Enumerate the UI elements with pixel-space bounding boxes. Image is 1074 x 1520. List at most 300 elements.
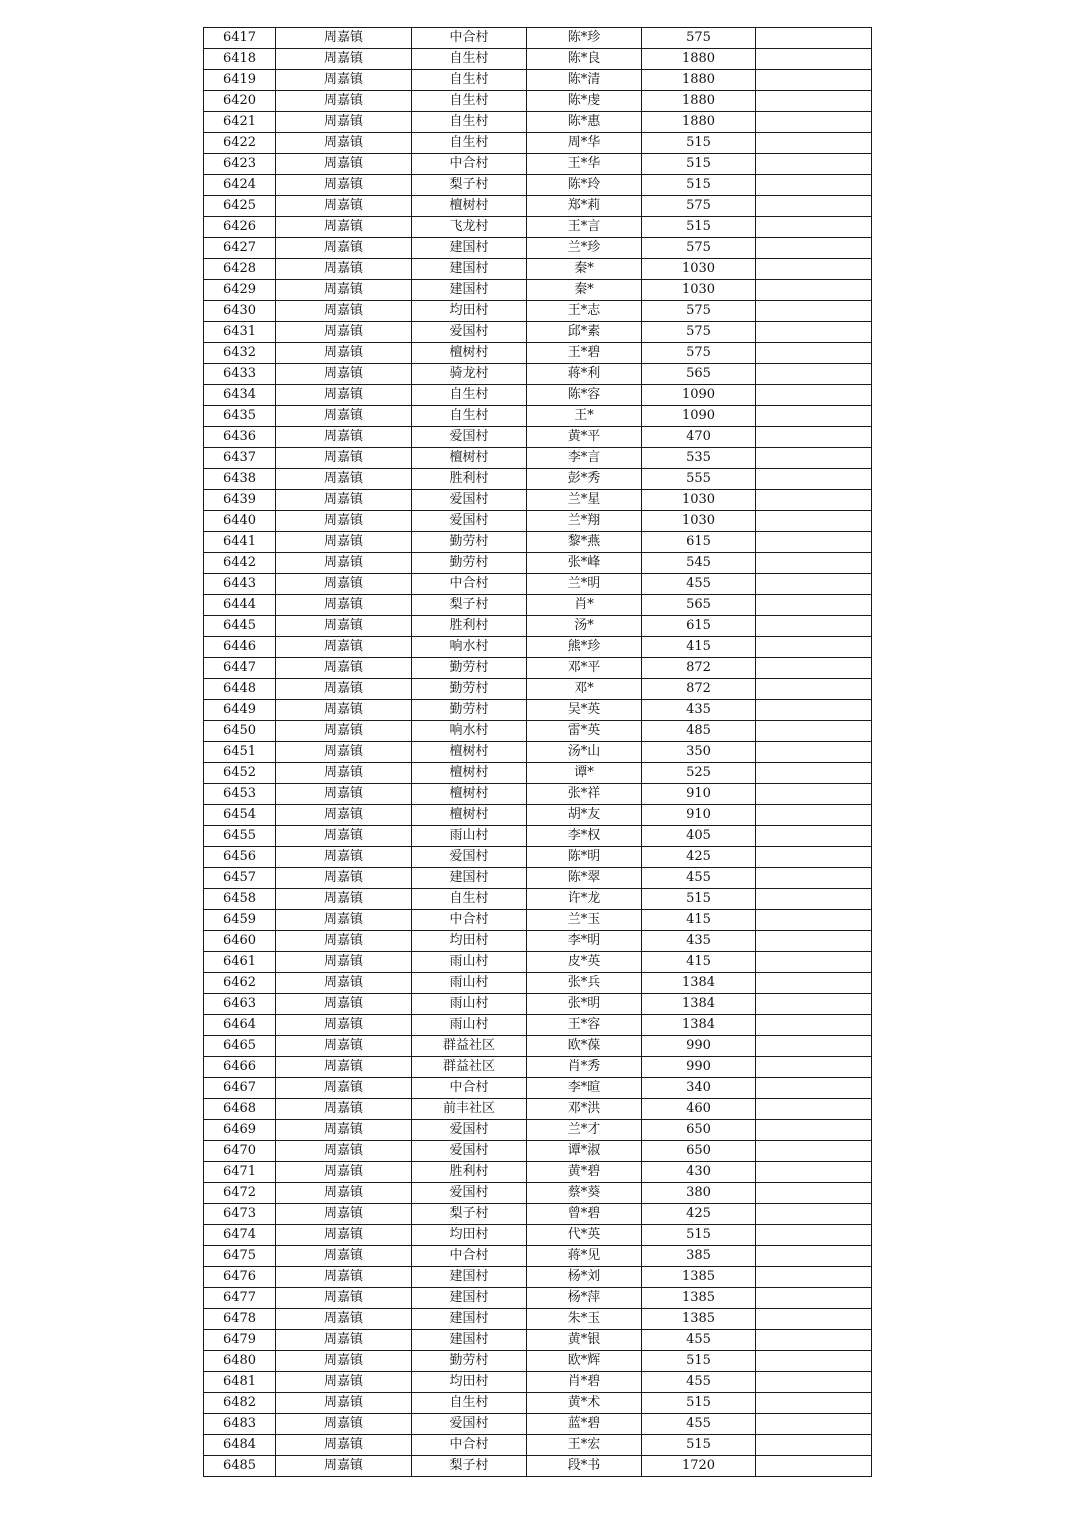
village-cell: 自生村 bbox=[412, 889, 527, 910]
note-cell bbox=[756, 1204, 872, 1225]
note-cell bbox=[756, 427, 872, 448]
town-cell: 周嘉镇 bbox=[276, 910, 412, 931]
row-number-cell: 6479 bbox=[204, 1330, 276, 1351]
village-cell: 爱国村 bbox=[412, 511, 527, 532]
note-cell bbox=[756, 1057, 872, 1078]
note-cell bbox=[756, 910, 872, 931]
name-cell: 杨*萍 bbox=[527, 1288, 642, 1309]
town-cell: 周嘉镇 bbox=[276, 868, 412, 889]
table-row bbox=[204, 1456, 872, 1477]
note-cell bbox=[756, 1141, 872, 1162]
row-number-cell: 6471 bbox=[204, 1162, 276, 1183]
note-cell bbox=[756, 1414, 872, 1435]
note-cell bbox=[756, 406, 872, 427]
row-number-cell: 6469 bbox=[204, 1120, 276, 1141]
amount-cell: 1030 bbox=[642, 280, 756, 301]
row-number-cell: 6437 bbox=[204, 448, 276, 469]
village-cell: 自生村 bbox=[412, 133, 527, 154]
note-cell bbox=[756, 196, 872, 217]
village-cell: 自生村 bbox=[412, 112, 527, 133]
table-row bbox=[204, 847, 872, 868]
row-number-cell: 6454 bbox=[204, 805, 276, 826]
amount-cell: 872 bbox=[642, 679, 756, 700]
name-cell: 王*言 bbox=[527, 217, 642, 238]
name-cell: 王*华 bbox=[527, 154, 642, 175]
table-row bbox=[204, 1015, 872, 1036]
name-cell: 熊*珍 bbox=[527, 637, 642, 658]
village-cell: 均田村 bbox=[412, 1372, 527, 1393]
note-cell bbox=[756, 1309, 872, 1330]
row-number-cell: 6452 bbox=[204, 763, 276, 784]
town-cell: 周嘉镇 bbox=[276, 1330, 412, 1351]
note-cell bbox=[756, 112, 872, 133]
village-cell: 中合村 bbox=[412, 910, 527, 931]
name-cell: 陈*惠 bbox=[527, 112, 642, 133]
town-cell: 周嘉镇 bbox=[276, 490, 412, 511]
name-cell: 邓* bbox=[527, 679, 642, 700]
table-row bbox=[204, 448, 872, 469]
note-cell bbox=[756, 175, 872, 196]
name-cell: 郑*莉 bbox=[527, 196, 642, 217]
town-cell: 周嘉镇 bbox=[276, 1288, 412, 1309]
town-cell: 周嘉镇 bbox=[276, 175, 412, 196]
town-cell: 周嘉镇 bbox=[276, 1456, 412, 1477]
table-row bbox=[204, 490, 872, 511]
name-cell: 邱*素 bbox=[527, 322, 642, 343]
name-cell: 陈*翠 bbox=[527, 868, 642, 889]
town-cell: 周嘉镇 bbox=[276, 364, 412, 385]
note-cell bbox=[756, 1036, 872, 1057]
town-cell: 周嘉镇 bbox=[276, 553, 412, 574]
table-row bbox=[204, 1141, 872, 1162]
amount-cell: 990 bbox=[642, 1057, 756, 1078]
village-cell: 中合村 bbox=[412, 1435, 527, 1456]
row-number-cell: 6445 bbox=[204, 616, 276, 637]
amount-cell: 525 bbox=[642, 763, 756, 784]
name-cell: 兰*玉 bbox=[527, 910, 642, 931]
town-cell: 周嘉镇 bbox=[276, 154, 412, 175]
name-cell: 皮*英 bbox=[527, 952, 642, 973]
town-cell: 周嘉镇 bbox=[276, 91, 412, 112]
table-row bbox=[204, 469, 872, 490]
name-cell: 段*书 bbox=[527, 1456, 642, 1477]
amount-cell: 515 bbox=[642, 1393, 756, 1414]
note-cell bbox=[756, 700, 872, 721]
name-cell: 张*兵 bbox=[527, 973, 642, 994]
town-cell: 周嘉镇 bbox=[276, 595, 412, 616]
amount-cell: 435 bbox=[642, 931, 756, 952]
amount-cell: 1030 bbox=[642, 490, 756, 511]
row-number-cell: 6463 bbox=[204, 994, 276, 1015]
name-cell: 陈*明 bbox=[527, 847, 642, 868]
table-row bbox=[204, 1036, 872, 1057]
table-row bbox=[204, 1225, 872, 1246]
town-cell: 周嘉镇 bbox=[276, 805, 412, 826]
note-cell bbox=[756, 679, 872, 700]
table-row bbox=[204, 364, 872, 385]
note-cell bbox=[756, 784, 872, 805]
note-cell bbox=[756, 280, 872, 301]
amount-cell: 1384 bbox=[642, 973, 756, 994]
table-row bbox=[204, 238, 872, 259]
table-row bbox=[204, 1351, 872, 1372]
note-cell bbox=[756, 889, 872, 910]
town-cell: 周嘉镇 bbox=[276, 742, 412, 763]
village-cell: 群益社区 bbox=[412, 1036, 527, 1057]
amount-cell: 1090 bbox=[642, 385, 756, 406]
town-cell: 周嘉镇 bbox=[276, 637, 412, 658]
name-cell: 李*权 bbox=[527, 826, 642, 847]
row-number-cell: 6453 bbox=[204, 784, 276, 805]
amount-cell: 455 bbox=[642, 1414, 756, 1435]
note-cell bbox=[756, 490, 872, 511]
town-cell: 周嘉镇 bbox=[276, 70, 412, 91]
note-cell bbox=[756, 364, 872, 385]
town-cell: 周嘉镇 bbox=[276, 1120, 412, 1141]
village-cell: 中合村 bbox=[412, 28, 527, 49]
row-number-cell: 6425 bbox=[204, 196, 276, 217]
amount-cell: 575 bbox=[642, 301, 756, 322]
row-number-cell: 6444 bbox=[204, 595, 276, 616]
row-number-cell: 6462 bbox=[204, 973, 276, 994]
town-cell: 周嘉镇 bbox=[276, 301, 412, 322]
name-cell: 汤*山 bbox=[527, 742, 642, 763]
note-cell bbox=[756, 952, 872, 973]
row-number-cell: 6455 bbox=[204, 826, 276, 847]
amount-cell: 575 bbox=[642, 28, 756, 49]
row-number-cell: 6436 bbox=[204, 427, 276, 448]
row-number-cell: 6472 bbox=[204, 1183, 276, 1204]
amount-cell: 455 bbox=[642, 868, 756, 889]
note-cell bbox=[756, 1120, 872, 1141]
note-cell bbox=[756, 868, 872, 889]
name-cell: 邓*平 bbox=[527, 658, 642, 679]
note-cell bbox=[756, 322, 872, 343]
town-cell: 周嘉镇 bbox=[276, 196, 412, 217]
town-cell: 周嘉镇 bbox=[276, 826, 412, 847]
name-cell: 杨*刘 bbox=[527, 1267, 642, 1288]
table-row bbox=[204, 889, 872, 910]
note-cell bbox=[756, 742, 872, 763]
row-number-cell: 6451 bbox=[204, 742, 276, 763]
row-number-cell: 6475 bbox=[204, 1246, 276, 1267]
note-cell bbox=[756, 91, 872, 112]
village-cell: 爱国村 bbox=[412, 1141, 527, 1162]
amount-cell: 425 bbox=[642, 847, 756, 868]
table-row bbox=[204, 1267, 872, 1288]
town-cell: 周嘉镇 bbox=[276, 1099, 412, 1120]
town-cell: 周嘉镇 bbox=[276, 679, 412, 700]
name-cell: 黄*平 bbox=[527, 427, 642, 448]
village-cell: 响水村 bbox=[412, 637, 527, 658]
name-cell: 许*龙 bbox=[527, 889, 642, 910]
village-cell: 檀树村 bbox=[412, 343, 527, 364]
table-row bbox=[204, 637, 872, 658]
row-number-cell: 6476 bbox=[204, 1267, 276, 1288]
town-cell: 周嘉镇 bbox=[276, 1225, 412, 1246]
note-cell bbox=[756, 1456, 872, 1477]
row-number-cell: 6430 bbox=[204, 301, 276, 322]
note-cell bbox=[756, 616, 872, 637]
note-cell bbox=[756, 1078, 872, 1099]
town-cell: 周嘉镇 bbox=[276, 49, 412, 70]
name-cell: 肖*碧 bbox=[527, 1372, 642, 1393]
town-cell: 周嘉镇 bbox=[276, 931, 412, 952]
village-cell: 建国村 bbox=[412, 238, 527, 259]
amount-cell: 1880 bbox=[642, 91, 756, 112]
name-cell: 黄*碧 bbox=[527, 1162, 642, 1183]
town-cell: 周嘉镇 bbox=[276, 994, 412, 1015]
table-row bbox=[204, 1162, 872, 1183]
row-number-cell: 6485 bbox=[204, 1456, 276, 1477]
table-row bbox=[204, 910, 872, 931]
row-number-cell: 6422 bbox=[204, 133, 276, 154]
row-number-cell: 6461 bbox=[204, 952, 276, 973]
note-cell bbox=[756, 1246, 872, 1267]
amount-cell: 515 bbox=[642, 133, 756, 154]
village-cell: 雨山村 bbox=[412, 826, 527, 847]
row-number-cell: 6446 bbox=[204, 637, 276, 658]
amount-cell: 425 bbox=[642, 1204, 756, 1225]
town-cell: 周嘉镇 bbox=[276, 1015, 412, 1036]
table-row bbox=[204, 301, 872, 322]
amount-cell: 990 bbox=[642, 1036, 756, 1057]
town-cell: 周嘉镇 bbox=[276, 574, 412, 595]
note-cell bbox=[756, 1267, 872, 1288]
village-cell: 自生村 bbox=[412, 1393, 527, 1414]
row-number-cell: 6423 bbox=[204, 154, 276, 175]
name-cell: 兰*才 bbox=[527, 1120, 642, 1141]
town-cell: 周嘉镇 bbox=[276, 406, 412, 427]
amount-cell: 545 bbox=[642, 553, 756, 574]
table-row bbox=[204, 616, 872, 637]
village-cell: 建国村 bbox=[412, 1267, 527, 1288]
name-cell: 雷*英 bbox=[527, 721, 642, 742]
village-cell: 爱国村 bbox=[412, 1120, 527, 1141]
table-row bbox=[204, 406, 872, 427]
note-cell bbox=[756, 553, 872, 574]
amount-cell: 1880 bbox=[642, 112, 756, 133]
village-cell: 建国村 bbox=[412, 1330, 527, 1351]
row-number-cell: 6441 bbox=[204, 532, 276, 553]
name-cell: 王*容 bbox=[527, 1015, 642, 1036]
amount-cell: 615 bbox=[642, 532, 756, 553]
amount-cell: 1880 bbox=[642, 49, 756, 70]
note-cell bbox=[756, 511, 872, 532]
note-cell bbox=[756, 154, 872, 175]
village-cell: 爱国村 bbox=[412, 847, 527, 868]
village-cell: 檀树村 bbox=[412, 805, 527, 826]
row-number-cell: 6470 bbox=[204, 1141, 276, 1162]
town-cell: 周嘉镇 bbox=[276, 952, 412, 973]
table-row bbox=[204, 1372, 872, 1393]
row-number-cell: 6482 bbox=[204, 1393, 276, 1414]
row-number-cell: 6427 bbox=[204, 238, 276, 259]
amount-cell: 615 bbox=[642, 616, 756, 637]
table-row bbox=[204, 427, 872, 448]
note-cell bbox=[756, 1225, 872, 1246]
town-cell: 周嘉镇 bbox=[276, 1204, 412, 1225]
row-number-cell: 6419 bbox=[204, 70, 276, 91]
note-cell bbox=[756, 847, 872, 868]
amount-cell: 415 bbox=[642, 637, 756, 658]
amount-cell: 1030 bbox=[642, 511, 756, 532]
row-number-cell: 6450 bbox=[204, 721, 276, 742]
village-cell: 自生村 bbox=[412, 406, 527, 427]
village-cell: 勤劳村 bbox=[412, 553, 527, 574]
village-cell: 中合村 bbox=[412, 1078, 527, 1099]
note-cell bbox=[756, 595, 872, 616]
village-cell: 雨山村 bbox=[412, 973, 527, 994]
amount-cell: 515 bbox=[642, 889, 756, 910]
amount-cell: 910 bbox=[642, 784, 756, 805]
table-row bbox=[204, 1183, 872, 1204]
table-row bbox=[204, 1099, 872, 1120]
town-cell: 周嘉镇 bbox=[276, 1036, 412, 1057]
amount-cell: 575 bbox=[642, 343, 756, 364]
name-cell: 王*碧 bbox=[527, 343, 642, 364]
village-cell: 飞龙村 bbox=[412, 217, 527, 238]
village-cell: 勤劳村 bbox=[412, 679, 527, 700]
town-cell: 周嘉镇 bbox=[276, 847, 412, 868]
town-cell: 周嘉镇 bbox=[276, 721, 412, 742]
row-number-cell: 6473 bbox=[204, 1204, 276, 1225]
town-cell: 周嘉镇 bbox=[276, 1414, 412, 1435]
town-cell: 周嘉镇 bbox=[276, 1351, 412, 1372]
name-cell: 朱*玉 bbox=[527, 1309, 642, 1330]
table-row bbox=[204, 763, 872, 784]
note-cell bbox=[756, 1183, 872, 1204]
village-cell: 檀树村 bbox=[412, 784, 527, 805]
amount-cell: 910 bbox=[642, 805, 756, 826]
amount-cell: 350 bbox=[642, 742, 756, 763]
table-row bbox=[204, 1309, 872, 1330]
row-number-cell: 6467 bbox=[204, 1078, 276, 1099]
note-cell bbox=[756, 343, 872, 364]
village-cell: 建国村 bbox=[412, 1309, 527, 1330]
town-cell: 周嘉镇 bbox=[276, 511, 412, 532]
town-cell: 周嘉镇 bbox=[276, 280, 412, 301]
row-number-cell: 6449 bbox=[204, 700, 276, 721]
amount-cell: 385 bbox=[642, 1246, 756, 1267]
name-cell: 谭* bbox=[527, 763, 642, 784]
table-row bbox=[204, 28, 872, 49]
name-cell: 秦* bbox=[527, 280, 642, 301]
village-cell: 均田村 bbox=[412, 931, 527, 952]
name-cell: 蔡*葵 bbox=[527, 1183, 642, 1204]
table-row bbox=[204, 511, 872, 532]
town-cell: 周嘉镇 bbox=[276, 763, 412, 784]
table-row bbox=[204, 805, 872, 826]
town-cell: 周嘉镇 bbox=[276, 1267, 412, 1288]
row-number-cell: 6424 bbox=[204, 175, 276, 196]
note-cell bbox=[756, 1330, 872, 1351]
amount-cell: 1385 bbox=[642, 1267, 756, 1288]
row-number-cell: 6458 bbox=[204, 889, 276, 910]
row-number-cell: 6448 bbox=[204, 679, 276, 700]
note-cell bbox=[756, 49, 872, 70]
village-cell: 檀树村 bbox=[412, 196, 527, 217]
name-cell: 彭*秀 bbox=[527, 469, 642, 490]
name-cell: 陈*良 bbox=[527, 49, 642, 70]
amount-cell: 555 bbox=[642, 469, 756, 490]
name-cell: 欧*葆 bbox=[527, 1036, 642, 1057]
note-cell bbox=[756, 721, 872, 742]
row-number-cell: 6456 bbox=[204, 847, 276, 868]
town-cell: 周嘉镇 bbox=[276, 973, 412, 994]
village-cell: 自生村 bbox=[412, 49, 527, 70]
table-row bbox=[204, 658, 872, 679]
village-cell: 均田村 bbox=[412, 301, 527, 322]
note-cell bbox=[756, 1015, 872, 1036]
village-cell: 胜利村 bbox=[412, 616, 527, 637]
village-cell: 胜利村 bbox=[412, 1162, 527, 1183]
amount-cell: 455 bbox=[642, 1330, 756, 1351]
amount-cell: 1030 bbox=[642, 259, 756, 280]
village-cell: 爱国村 bbox=[412, 427, 527, 448]
row-number-cell: 6443 bbox=[204, 574, 276, 595]
amount-cell: 1880 bbox=[642, 70, 756, 91]
name-cell: 蓝*碧 bbox=[527, 1414, 642, 1435]
village-cell: 中合村 bbox=[412, 1246, 527, 1267]
records-table bbox=[203, 27, 872, 1477]
amount-cell: 455 bbox=[642, 1372, 756, 1393]
town-cell: 周嘉镇 bbox=[276, 1435, 412, 1456]
row-number-cell: 6447 bbox=[204, 658, 276, 679]
table-row bbox=[204, 70, 872, 91]
name-cell: 王* bbox=[527, 406, 642, 427]
village-cell: 中合村 bbox=[412, 154, 527, 175]
note-cell bbox=[756, 217, 872, 238]
village-cell: 建国村 bbox=[412, 280, 527, 301]
table-row bbox=[204, 721, 872, 742]
row-number-cell: 6438 bbox=[204, 469, 276, 490]
town-cell: 周嘉镇 bbox=[276, 133, 412, 154]
town-cell: 周嘉镇 bbox=[276, 112, 412, 133]
amount-cell: 430 bbox=[642, 1162, 756, 1183]
table-row bbox=[204, 742, 872, 763]
amount-cell: 455 bbox=[642, 574, 756, 595]
name-cell: 陈*珍 bbox=[527, 28, 642, 49]
town-cell: 周嘉镇 bbox=[276, 448, 412, 469]
name-cell: 蒋*利 bbox=[527, 364, 642, 385]
amount-cell: 1385 bbox=[642, 1309, 756, 1330]
row-number-cell: 6483 bbox=[204, 1414, 276, 1435]
village-cell: 梨子村 bbox=[412, 595, 527, 616]
row-number-cell: 6484 bbox=[204, 1435, 276, 1456]
row-number-cell: 6459 bbox=[204, 910, 276, 931]
note-cell bbox=[756, 385, 872, 406]
town-cell: 周嘉镇 bbox=[276, 1057, 412, 1078]
village-cell: 中合村 bbox=[412, 574, 527, 595]
table-row bbox=[204, 91, 872, 112]
table-row bbox=[204, 133, 872, 154]
note-cell bbox=[756, 448, 872, 469]
table-row bbox=[204, 931, 872, 952]
name-cell: 黄*银 bbox=[527, 1330, 642, 1351]
table-row bbox=[204, 175, 872, 196]
amount-cell: 565 bbox=[642, 595, 756, 616]
table-row bbox=[204, 1288, 872, 1309]
table-row bbox=[204, 1330, 872, 1351]
table-row bbox=[204, 826, 872, 847]
table-row bbox=[204, 679, 872, 700]
amount-cell: 415 bbox=[642, 910, 756, 931]
row-number-cell: 6442 bbox=[204, 553, 276, 574]
town-cell: 周嘉镇 bbox=[276, 1393, 412, 1414]
town-cell: 周嘉镇 bbox=[276, 1183, 412, 1204]
note-cell bbox=[756, 1372, 872, 1393]
